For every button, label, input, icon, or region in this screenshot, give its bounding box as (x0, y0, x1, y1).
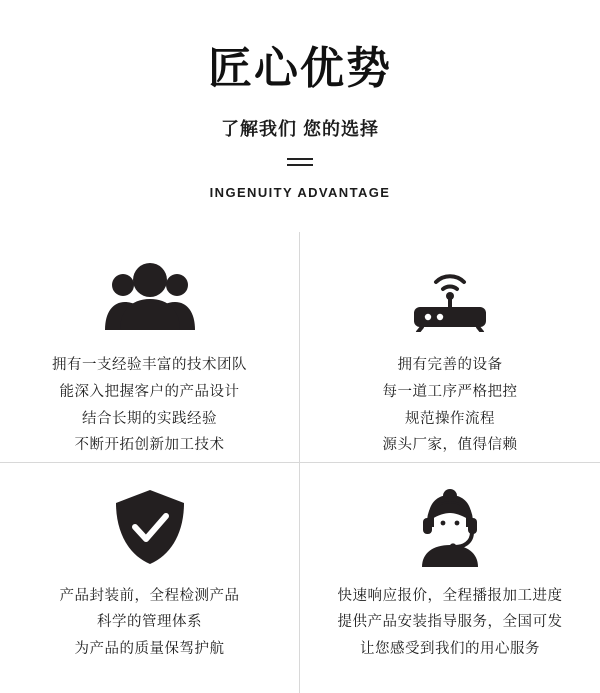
feature-line: 提供产品安装指导服务，全国可发 (337, 614, 563, 631)
feature-card-quality (0, 463, 300, 693)
page-subtitle: 了解我们 您的选择 (220, 118, 379, 139)
headset-service-icon (409, 485, 491, 569)
page-title: 匠心优势 (208, 44, 392, 93)
feature-text-equipment (383, 352, 518, 459)
page-header (0, 0, 600, 200)
page-title-english: INGENUITY ADVANTAGE (209, 184, 391, 200)
feature-text-service (338, 583, 563, 663)
feature-line: 结合长期的实践经验 (82, 410, 217, 427)
feature-line: 拥有完善的设备 (397, 357, 503, 373)
feature-text-team (52, 352, 247, 459)
feature-line: 科学的管理体系 (97, 614, 202, 631)
feature-line: 每一道工序严格把控 (382, 383, 518, 400)
team-people-icon (103, 254, 197, 338)
feature-line: 产品封装前，全程检测产品 (59, 587, 240, 604)
feature-card-team (0, 232, 300, 463)
divider (0, 155, 600, 169)
feature-line: 快速响应报价，全程播报加工进度 (337, 587, 563, 604)
feature-line: 规范操作流程 (405, 410, 495, 427)
feature-line: 不断开拓创新加工技术 (74, 437, 225, 454)
shield-check-icon (111, 485, 189, 569)
divider-line-top (287, 158, 313, 160)
feature-line: 源头厂家，值得信赖 (382, 437, 518, 454)
router-device-icon (406, 254, 494, 338)
feature-line: 为产品的质量保驾护航 (74, 641, 225, 658)
feature-card-service (300, 463, 600, 693)
feature-text-quality (60, 583, 240, 663)
feature-line: 能深入把握客户的产品设计 (59, 383, 240, 400)
feature-line: 让您感受到我们的用心服务 (360, 641, 540, 658)
feature-card-equipment (300, 232, 600, 463)
feature-line: 拥有一支经验丰富的技术团队 (52, 357, 247, 373)
feature-grid (0, 232, 600, 693)
divider-line-bottom (287, 164, 313, 166)
